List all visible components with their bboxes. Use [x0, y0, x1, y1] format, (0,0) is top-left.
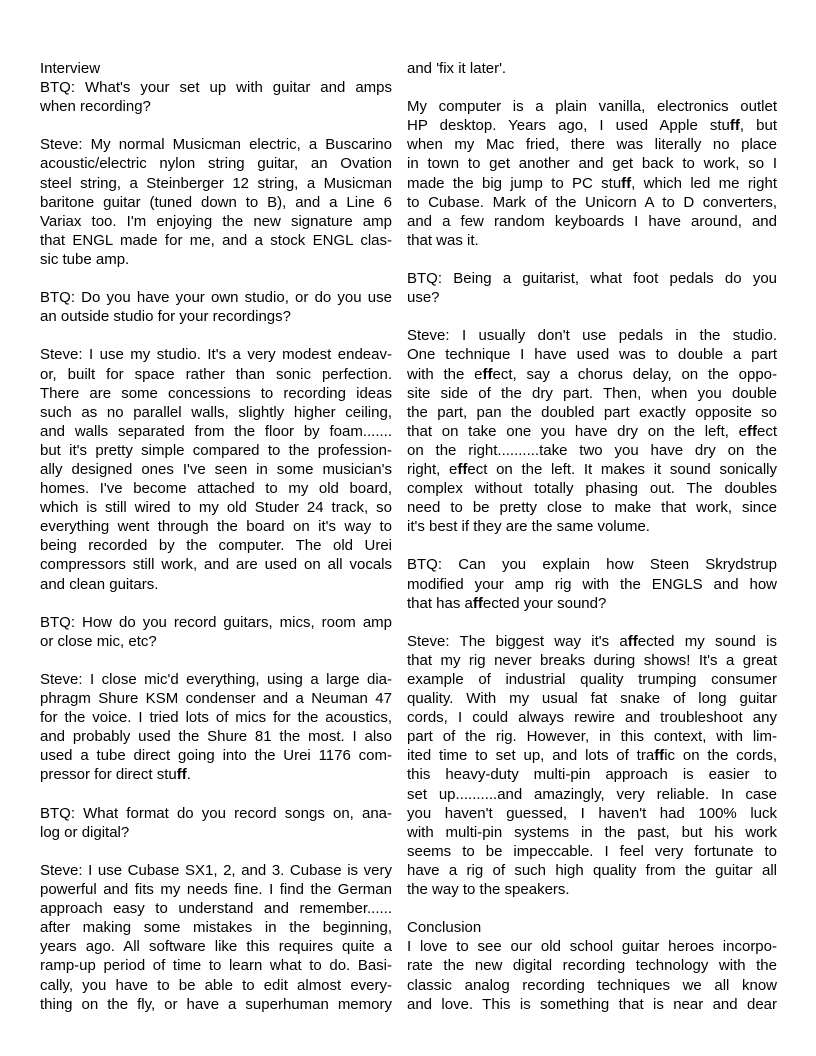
text-line: homes. I've become attached to my old board, [40, 480, 392, 498]
text-line: Steve: I use my studio. It's a very modest endeav- [40, 346, 392, 364]
text-line: ited time to set up, and lots of traffic on the cords, [407, 747, 777, 765]
text-line: site side of the dry part. Then, when you double [407, 384, 777, 402]
text-line: and walls separated from the floor by foam....... [40, 422, 392, 440]
text-line: have a rig of such high quality from the guitar all [407, 861, 777, 879]
text-line: years ago. All software like this requires quite a [40, 938, 392, 956]
text-line: modified your amp rig with the ENGLS and how [407, 575, 777, 593]
text-line: steel string, a Steinberger 12 string, a Musicman [40, 174, 392, 192]
text-line: that my rig never breaks during shows! It's a great [407, 651, 777, 669]
text-line: complex without totally phasing out. The doubles [407, 480, 777, 498]
text-line: approach easy to understand and remember...... [40, 900, 392, 918]
text-line: that was it. [407, 231, 479, 249]
paragraph [407, 326, 777, 536]
ff-ligature: ff [457, 460, 468, 478]
text-line: Steve: The biggest way it's affected my sound is [407, 632, 777, 650]
text-line: everything went through the board on it's way to [40, 518, 392, 536]
text-line: I love to see our old school guitar heroes incorpo- [407, 938, 777, 956]
text-line: with multi-pin systems in the past, but his work [407, 823, 777, 841]
text-line: you haven't guessed, I haven't had 100% luck [407, 804, 777, 822]
text-line: used a tube direct going into the Urei 1176 com- [40, 747, 392, 765]
column-right [407, 59, 777, 1014]
paragraph [40, 804, 392, 842]
text-line: that ENGL made for me, and a stock ENGL clas- [40, 231, 392, 249]
text-line: or close mic, etc? [40, 632, 157, 650]
text-line: log or digital? [40, 823, 130, 841]
ff-ligature: ff [621, 174, 632, 192]
text-columns [40, 59, 777, 1014]
text-line: compressors still work, and are used on all vocals [40, 556, 392, 574]
text-line: to Cubase. Mark of the Unicorn A to D converters, [407, 193, 777, 211]
text-line: Steve: I use Cubase SX1, 2, and 3. Cubase is very [40, 861, 392, 879]
text-line: and a few random keyboards I have around, and [407, 212, 777, 230]
text-line: thing on the fly, or have a superhuman memory [40, 995, 392, 1013]
paragraph [407, 97, 777, 250]
text-line: after making some mistakes in the beginning, [40, 919, 392, 937]
text-line: Variax too. I'm enjoying the new signature amp [40, 212, 392, 230]
text-line: need to be pretty close to make that work, since [407, 499, 777, 517]
text-line: it's best if they are the same volume. [407, 518, 650, 536]
text-line: classic analog recording techniques we all know [407, 976, 777, 994]
text-line: when my Mac fried, there was literally no place [407, 136, 777, 154]
text-line: use? [407, 289, 440, 307]
text-line: that has affected your sound? [407, 594, 607, 612]
text-line: that on take one you have dry on the left, effect [407, 422, 777, 440]
text-line: baritone guitar (tuned down to B), and a Line 6 [40, 193, 392, 211]
ff-ligature: ff [176, 766, 187, 784]
text-line: right, effect on the left. It makes it sound sonically [407, 460, 777, 478]
text-line: an outside studio for your recordings? [40, 308, 291, 326]
paragraph [40, 288, 392, 326]
text-line: BTQ: What's your set up with guitar and amps [40, 79, 392, 97]
text-line: and 'fix it later'. [407, 60, 507, 77]
text-line: BTQ: How do you record guitars, mics, room amp [40, 613, 392, 631]
text-line: My computer is a plain vanilla, electronics outlet [407, 98, 777, 116]
paragraph [40, 861, 392, 1014]
text-line: being recorded by the computer. The old Urei [40, 537, 392, 555]
text-line: and love. This is something that is near and dear [407, 995, 777, 1013]
paragraph [40, 135, 392, 269]
text-line: phragm Shure KSM condenser and a Neuman 47 [40, 690, 392, 708]
text-line: quality. With my usual fat snake of long guitar [407, 690, 777, 708]
text-line: Steve: I usually don't use pedals in the studio. [407, 327, 777, 345]
text-line: such as no parallel walls, slightly higher ceiling, [40, 403, 392, 421]
text-line: when recording? [40, 98, 151, 116]
text-line: and clean guitars. [40, 575, 159, 593]
text-line: part of the rig. However, in this context, with lim- [407, 728, 777, 746]
paragraph [407, 269, 777, 307]
text-line: cords, I could always rewire and troubleshoot any [407, 709, 777, 727]
ff-ligature: ff [627, 632, 638, 650]
text-line: BTQ: What format do you record songs on, ana- [40, 804, 392, 822]
paragraph [40, 345, 392, 593]
text-line: BTQ: Being a guitarist, what foot pedals do you [407, 270, 777, 288]
text-line: powerful and fits my needs fine. I find the German [40, 881, 392, 899]
ff-ligature: ff [482, 365, 493, 383]
text-line: which is still wired to my old Studer 24 track, so [40, 499, 392, 517]
text-line: Interview [40, 60, 101, 77]
paragraph [407, 918, 777, 1013]
text-line: the part, pan the doubled part exactly opposite so [407, 403, 777, 421]
text-line: this heavy-duty multi-pin approach is easier to [407, 766, 777, 784]
ff-ligature: ff [472, 594, 483, 612]
paragraph [407, 59, 777, 78]
text-line: with the effect, say a chorus delay, on the oppo- [407, 365, 777, 383]
text-line: rate the new digital recording technology with the [407, 957, 777, 975]
text-line: set up..........and amazingly, very reliable. In case [407, 785, 777, 803]
text-line: pressor for direct stuff. [40, 766, 191, 784]
text-line: ramp-up period of time to learn what to do. Basi- [40, 957, 392, 975]
paragraph [40, 670, 392, 785]
text-line: There are some concessions to recording ideas [40, 384, 392, 402]
text-line: made the big jump to PC stuff, which led me right [407, 174, 777, 192]
text-line: ally designed ones I've seen in some musician's [40, 460, 392, 478]
text-line: One technique I have used was to double a part [407, 346, 777, 364]
paragraph [407, 555, 777, 612]
text-line: but it's pretty simple compared to the profession- [40, 441, 392, 459]
paragraph [407, 632, 777, 899]
text-line: sic tube amp. [40, 250, 130, 268]
ff-ligature: ff [729, 117, 740, 135]
text-line: Steve: I close mic'd everything, using a large dia- [40, 671, 392, 688]
text-line: acoustic/electric nylon string guitar, an Ovation [40, 155, 392, 173]
text-line: BTQ: Can you explain how Steen Skrydstrup [407, 556, 777, 574]
text-line: on the right..........take two you have dry on the [407, 441, 777, 459]
text-line: BTQ: Do you have your own studio, or do you use [40, 289, 392, 307]
text-line: Conclusion [407, 919, 482, 937]
column-left [40, 59, 392, 1014]
paragraph [40, 613, 392, 651]
text-line: cally, you have to be able to edit almost every- [40, 976, 392, 994]
ff-ligature: ff [654, 747, 665, 765]
text-line: seems to be impeccable. I feel very fortunate to [407, 842, 777, 860]
text-line: example of industrial quality trumping consumer [407, 671, 777, 688]
text-line: for the voice. I tried lots of mics for the acoustics, [40, 709, 392, 727]
text-line: Steve: My normal Musicman electric, a Buscarino [40, 136, 392, 154]
text-line: and probably used the Shure 81 the most. I also [40, 728, 392, 746]
text-line: HP desktop. Years ago, I used Apple stuff, but [407, 117, 777, 135]
ff-ligature: ff [746, 422, 757, 440]
paragraph [40, 59, 392, 116]
text-line: or, built for space rather than sonic perfection. [40, 365, 392, 383]
text-line: the way to the speakers. [407, 881, 570, 899]
text-line: in town to get another and get back to work, so I [407, 155, 777, 173]
